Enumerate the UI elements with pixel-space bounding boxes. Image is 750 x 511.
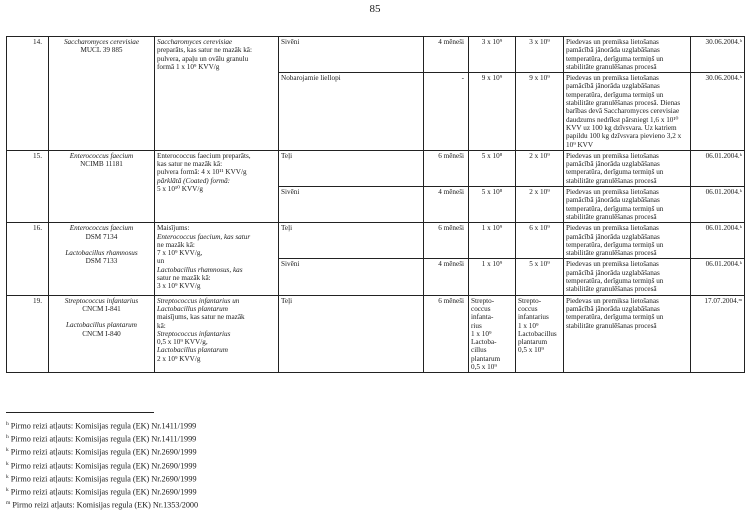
footnote-text: Pirmo reizi atļauts: Komisijas regula (EK) Nr.1353/2000 bbox=[12, 501, 199, 511]
max-content-cell bbox=[516, 295, 564, 373]
cell-line: plantarum bbox=[518, 338, 548, 347]
footnote bbox=[6, 445, 386, 458]
cell-line: 3 x 10⁹ KVV/g bbox=[157, 282, 201, 291]
organism-line: Saccharomyces cerevisiae bbox=[63, 38, 140, 46]
other-provisions-cell: Piedevas un premiksa lietošanas pamācībā jānorāda uzglabāšanas temperatūra, derīguma termiņš un stabilitāte granulēšanas procesā bbox=[564, 223, 691, 259]
cell-line: Maisījums: bbox=[157, 224, 190, 233]
cell-line: Enterococcus faecium preparāts, bbox=[157, 151, 251, 160]
footnote-separator bbox=[6, 412, 154, 413]
table-body bbox=[7, 37, 745, 373]
species-cell: Teļi bbox=[279, 150, 424, 186]
cell-line: pulvera formā: 4 x 10¹¹ KVV/g bbox=[157, 168, 247, 177]
max-content-cell: 6 x 10⁹ bbox=[516, 223, 564, 259]
authorisation-date-cell: 30.06.2004.ʰ bbox=[691, 73, 745, 151]
cell-line: Strepto- bbox=[471, 296, 495, 305]
max-content-cell: 9 x 10⁹ bbox=[516, 73, 564, 151]
authorisation-date-cell: 17.07.2004.ᵐ bbox=[691, 295, 745, 373]
organism-cell bbox=[49, 150, 155, 222]
organism-cell bbox=[49, 223, 155, 295]
cell-line: 0,5 x 10⁹ KVV/g, bbox=[157, 338, 208, 347]
table-row bbox=[7, 150, 745, 186]
footnote bbox=[6, 419, 386, 432]
organism-line: MUCL 39 885 bbox=[80, 46, 123, 55]
organism-line: Enterococcus faecium bbox=[69, 151, 134, 160]
organism-line: Lactobacillus plantarum bbox=[66, 321, 137, 330]
max-content-cell: 2 x 10⁹ bbox=[516, 187, 564, 223]
footnote-text: Pirmo reizi atļauts: Komisijas regula (EK) Nr.1411/1999 bbox=[10, 421, 197, 431]
composition-cell bbox=[155, 37, 279, 151]
max-age-cell: 4 mēneši bbox=[424, 187, 469, 223]
cell-line: Enterococcus faecium, kas satur bbox=[157, 232, 251, 241]
other-provisions-cell: Piedevas un premiksa lietošanas pamācībā jānorāda uzglabāšanas temperatūra, derīguma termiņš un stabilitāte granulēšanas procesā bbox=[564, 37, 691, 73]
cell-line: ne mazāk kā: bbox=[157, 240, 195, 249]
organism-line: Lactobacillus rhamnosus bbox=[65, 248, 138, 257]
species-cell: Teļi bbox=[279, 295, 424, 373]
organism-line: DSM 7133 bbox=[85, 257, 118, 266]
entry-number: 14. bbox=[7, 37, 49, 151]
entry-number: 19. bbox=[7, 295, 49, 373]
max-age-cell: 4 mēneši bbox=[424, 37, 469, 73]
cell-line: cillus bbox=[471, 346, 487, 355]
cell-line: 1 x 10⁹ bbox=[471, 329, 492, 338]
cell-line: kas satur ne mazāk kā: bbox=[157, 160, 223, 169]
cell-line: infantarius bbox=[518, 313, 549, 322]
spacer bbox=[51, 241, 152, 249]
footnote bbox=[6, 498, 386, 511]
cell-line: 1 x 10⁹ bbox=[518, 321, 539, 330]
cell-line: plantarum bbox=[471, 354, 501, 363]
min-content-cell: 1 x 10⁹ bbox=[469, 223, 516, 259]
entry-number: 15. bbox=[7, 150, 49, 222]
species-cell: Sivēni bbox=[279, 259, 424, 295]
min-content-cell: 1 x 10⁹ bbox=[469, 259, 516, 295]
cell-line: rius bbox=[471, 321, 482, 330]
cell-line: infanta- bbox=[471, 313, 494, 322]
cell-line: maisījums, kas satur ne mazāk bbox=[157, 313, 245, 322]
cell-line: 2 x 10⁹ KVV/g bbox=[157, 354, 201, 363]
table-row bbox=[7, 223, 745, 259]
footnote-text: Pirmo reizi atļauts: Komisijas regula (EK) Nr.2690/1999 bbox=[10, 474, 197, 484]
cell-line: preparāts, kas satur ne mazāk kā: bbox=[157, 46, 252, 55]
min-content-cell bbox=[469, 295, 516, 373]
species-cell: Sivēni bbox=[279, 37, 424, 73]
cell-line: kā: bbox=[157, 321, 166, 330]
cell-line: un bbox=[157, 257, 165, 266]
cell-line: Strepto- bbox=[518, 296, 542, 305]
other-provisions-cell: Piedevas un premiksa lietošanas pamācībā jānorāda uzglabāšanas temperatūra, derīguma termiņš un stabilitāte granulēšanas procesā bbox=[564, 187, 691, 223]
footnote bbox=[6, 432, 386, 445]
cell-line: 0,5 x 10⁹ bbox=[471, 362, 497, 371]
max-age-cell: 6 mēneši bbox=[424, 295, 469, 373]
species-cell: Teļi bbox=[279, 223, 424, 259]
footnote-mark: m bbox=[6, 500, 11, 507]
authorisation-date-cell: 06.01.2004.ᵏ bbox=[691, 187, 745, 223]
footnote-mark: k bbox=[6, 447, 9, 454]
other-provisions-cell: Piedevas un premiksa lietošanas pamācībā jānorāda uzglabāšanas temperatūra, derīguma termiņš un stabilitāte granulēšanas procesā bbox=[564, 259, 691, 295]
table-row bbox=[7, 295, 745, 373]
organism-line: CNCM I-841 bbox=[82, 304, 121, 313]
max-age-cell: 6 mēneši bbox=[424, 150, 469, 186]
footnote bbox=[6, 459, 386, 472]
footnote-mark: h bbox=[6, 434, 9, 441]
cell-line: pārklātā (Coated) formā: bbox=[157, 176, 231, 185]
table-row bbox=[7, 37, 745, 73]
footnote-text: Pirmo reizi atļauts: Komisijas regula (EK) Nr.2690/1999 bbox=[10, 448, 197, 458]
cell-line: coccus bbox=[471, 304, 491, 313]
footnote-text: Pirmo reizi atļauts: Komisijas regula (EK) Nr.2690/1999 bbox=[10, 487, 197, 497]
organism-cell bbox=[49, 295, 155, 373]
max-age-cell: - bbox=[424, 73, 469, 151]
species-cell: Nobarojamie liellopi bbox=[279, 73, 424, 151]
additives-table bbox=[6, 36, 745, 373]
footnotes bbox=[6, 419, 386, 511]
cell-line: satur ne mazāk kā: bbox=[157, 274, 211, 283]
max-content-cell: 3 x 10⁹ bbox=[516, 37, 564, 73]
organism-line: CNCM I-840 bbox=[82, 329, 121, 338]
footnote-mark: h bbox=[6, 421, 9, 427]
authorisation-date-cell: 06.01.2004.ᵏ bbox=[691, 150, 745, 186]
footnote-text: Pirmo reizi atļauts: Komisijas regula (EK) Nr.1411/1999 bbox=[10, 434, 197, 444]
cell-line: coccus bbox=[518, 304, 538, 313]
composition-cell bbox=[155, 295, 279, 373]
cell-line: pulvera, apaļu un ovālu granulu bbox=[157, 54, 249, 63]
cell-line: 7 x 10⁹ KVV/g, bbox=[157, 249, 203, 258]
other-provisions-cell: Piedevas un premiksa lietošanas pamācībā jānorāda uzglabāšanas temperatūra, derīguma termiņš un stabilitāte granulēšanas procesā. Dienas barības devā Saccharomyces cerevisiae daudzums nedrīkst pārsniegt 1,6 x 10¹⁰ KVV uz 100 kg dzīvsvara. Uz katriem papildu 100 kg dzīvsvara pievieno 3,2 x 10⁹ KVV bbox=[564, 73, 691, 151]
footnote-mark: k bbox=[6, 487, 9, 494]
min-content-cell: 9 x 10⁹ bbox=[469, 73, 516, 151]
entry-number: 16. bbox=[7, 223, 49, 295]
authorisation-date-cell: 06.01.2004.ᵏ bbox=[691, 223, 745, 259]
cell-line: Saccharomyces cerevisiae bbox=[157, 38, 233, 46]
min-content-cell: 3 x 10⁹ bbox=[469, 37, 516, 73]
max-age-cell: 4 mēneši bbox=[424, 259, 469, 295]
organism-line: DSM 7134 bbox=[85, 232, 118, 241]
organism-line: Enterococcus faecium bbox=[69, 224, 134, 233]
max-content-cell: 5 x 10⁹ bbox=[516, 259, 564, 295]
organism-line: NCIMB 11181 bbox=[80, 160, 123, 169]
footnote bbox=[6, 485, 386, 498]
min-content-cell: 5 x 10⁸ bbox=[469, 187, 516, 223]
page-number: 85 bbox=[369, 3, 381, 15]
organism-cell bbox=[49, 37, 155, 151]
composition-cell bbox=[155, 150, 279, 222]
species-cell: Sivēni bbox=[279, 187, 424, 223]
cell-line: formā 1 x 10⁹ KVV/g bbox=[157, 62, 220, 71]
spacer bbox=[51, 313, 152, 321]
cell-line: Streptococcus infantarius bbox=[157, 329, 231, 338]
cell-line: Streptococcus infantarius un bbox=[157, 296, 240, 305]
authorisation-date-cell: 30.06.2004.ʰ bbox=[691, 37, 745, 73]
cell-line: Lactoba- bbox=[471, 338, 497, 347]
composition-cell bbox=[155, 223, 279, 295]
authorisation-date-cell: 06.01.2004.ᵏ bbox=[691, 259, 745, 295]
other-provisions-cell: Piedevas un premiksa lietošanas pamācībā jānorāda uzglabāšanas temperatūra, derīguma termiņš un stabilitāte granulēšanas procesā bbox=[564, 150, 691, 186]
cell-line: Lactobacillus plantarum bbox=[157, 304, 228, 313]
footnote-text: Pirmo reizi atļauts: Komisijas regula (EK) Nr.2690/1999 bbox=[10, 461, 197, 471]
footnote-mark: k bbox=[6, 460, 9, 467]
cell-line: Lactobacillus plantarum bbox=[157, 346, 228, 355]
max-content-cell: 2 x 10⁹ bbox=[516, 150, 564, 186]
organism-line: Streptococcus infantarius bbox=[64, 296, 139, 305]
other-provisions-cell: Piedevas un premiksa lietošanas pamācībā jānorāda uzglabāšanas temperatūra, derīguma termiņš un stabilitāte granulēšanas procesā bbox=[564, 295, 691, 373]
max-age-cell: 6 mēneši bbox=[424, 223, 469, 259]
cell-line: Lactobacillus bbox=[518, 329, 557, 338]
cell-line: 0,5 x 10⁹ bbox=[518, 346, 544, 355]
min-content-cell: 5 x 10⁸ bbox=[469, 150, 516, 186]
footnote-mark: k bbox=[6, 473, 9, 480]
cell-line: Lactobacillus rhamnosus, kas bbox=[157, 265, 243, 274]
cell-line: 5 x 10¹⁰ KVV/g bbox=[157, 185, 203, 194]
footnote bbox=[6, 472, 386, 485]
